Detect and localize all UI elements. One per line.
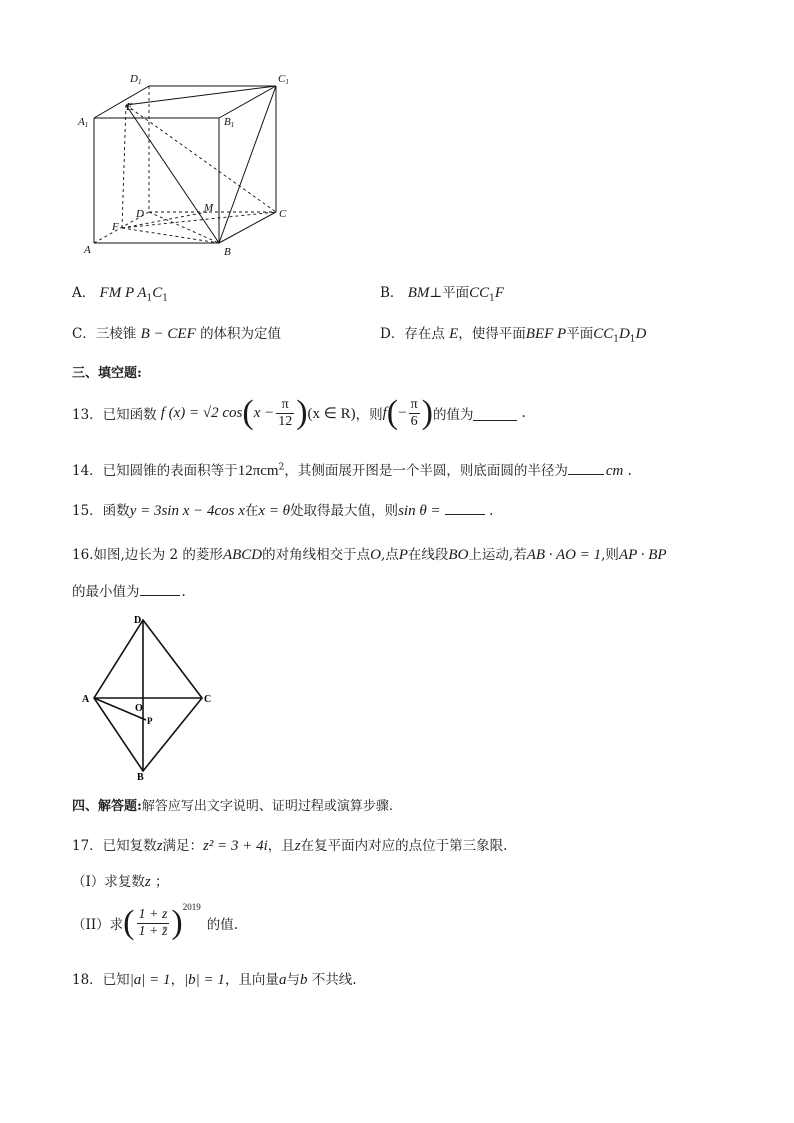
rhombus-figure xyxy=(80,610,220,782)
question-17: 17．已知复数z满足：z² = 3 + 4i，且z在复平面内对应的点位于第三象限. xyxy=(72,838,508,854)
question-17-part-1: （I）求复数z ； xyxy=(72,874,169,890)
question-16: 16.如图,边长为 2 的菱形ABCD的对角线相交于点O,点P在线段BO上运动,若AB · AO = 1,则AP · BP xyxy=(72,547,667,563)
answer-blank-13[interactable] xyxy=(473,406,517,421)
rhombus-label-O: O xyxy=(135,703,143,714)
label-D1: D1 xyxy=(130,73,142,86)
label-E: E xyxy=(126,101,133,113)
frac-pi-6: $\frac{\pi}{6}$ xyxy=(410,396,418,429)
question-13: 13．已知函数 f (x) = √2 cos ( x − $\frac{\pi}{12}$ ) (x ∈ R) ，则 f ( − $\frac{\pi}{6}$ ) 的值为 . xyxy=(72,394,526,431)
question-18: 18．已知|a| = 1，|b| = 1，且向量a与b 不共线. xyxy=(72,972,357,988)
label-C1: C1 xyxy=(278,73,289,86)
label-C: C xyxy=(279,208,287,220)
label-D: D xyxy=(136,208,144,220)
option-a[interactable]: A． FM P $A_1C_1$ xyxy=(72,285,168,304)
option-d[interactable]: D．存在点 E，使得平面BEF P平面$CC_1D_1D$ xyxy=(380,326,647,345)
label-B1: B1 xyxy=(224,116,235,129)
rhombus-label-D: D xyxy=(134,615,142,626)
rhombus-label-A: A xyxy=(82,694,90,705)
label-M: M xyxy=(204,202,214,214)
rhombus-label-B: B xyxy=(137,772,144,782)
option-b[interactable]: B． BM⊥平面$CC_1F$ xyxy=(380,285,505,304)
section-4-title: 四、解答题:解答应写出文字说明、证明过程或演算步骤. xyxy=(72,799,393,814)
answer-blank-15[interactable] xyxy=(445,500,485,515)
rhombus-label-C: C xyxy=(204,694,212,705)
section-3-title: 三、填空题: xyxy=(72,366,142,381)
label-A1: A1 xyxy=(78,116,89,129)
label-B: B xyxy=(224,246,231,258)
option-c[interactable]: C．三棱锥 B − CEF 的体积为定值 xyxy=(72,326,282,342)
rhombus-label-P: P xyxy=(147,716,153,726)
frac-1z-over-1zbar: $\frac{1 + z}{1 + z̄}$ xyxy=(138,906,168,939)
answer-blank-16[interactable] xyxy=(140,581,180,596)
label-A: A xyxy=(84,244,91,256)
answer-blank-14[interactable] xyxy=(568,460,604,475)
question-17-part-2: （II）求 ( $\frac{1 + z}{1 + z̄}$ ) $^{2019}$ 的值. xyxy=(72,902,239,941)
question-16-line2: 的最小值为 . xyxy=(72,580,186,600)
cube-figure xyxy=(70,65,310,265)
question-15: 15．函数y = 3sin x − 4cos x在x = θ处取得最大值，则sin θ = . xyxy=(72,499,493,520)
label-F: F xyxy=(112,221,119,233)
question-14: 14．已知圆锥的表面积等于12πcm$^2$，其侧面展开图是一个半圆，则底面圆的半径为 cm . xyxy=(72,459,632,480)
frac-pi-12: $\frac{\pi}{12}$ xyxy=(278,396,293,429)
